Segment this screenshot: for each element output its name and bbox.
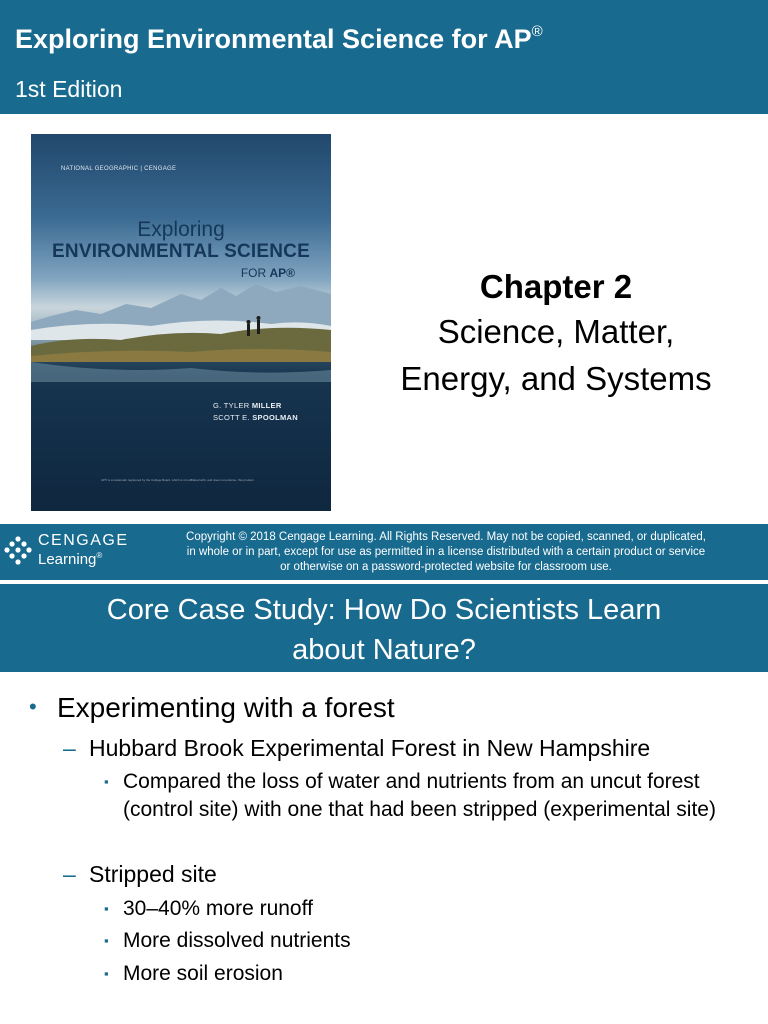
cover-publisher-logo: NATIONAL GEOGRAPHIC | CENGAGE [61, 166, 177, 172]
registered-mark: ® [531, 23, 543, 40]
book-title-text: Exploring Environmental Science for AP [15, 24, 532, 54]
bullet-level1 [29, 692, 395, 724]
bullet-text: Experimenting with a forest [57, 692, 395, 723]
bullet-text: Hubbard Brook Experimental Forest in New Hampshire [89, 735, 651, 761]
chapter-title-line2: Energy, and Systems [400, 360, 712, 397]
dash-marker: – [63, 861, 76, 887]
copyright-line: or otherwise on a password-protected website for classroom use. [280, 561, 612, 573]
learning-logo-wordmark [38, 551, 102, 568]
bullet-level3 [104, 895, 724, 923]
cover-title-exploring: Exploring [137, 218, 225, 241]
copyright-line: in whole or in part, except for use as permitted in a license distributed with a certain product or service [186, 546, 706, 558]
learning-text: Learning [38, 551, 97, 568]
cover-landscape-art [31, 134, 331, 511]
bullet-text: More dissolved nutrients [123, 929, 351, 952]
bullet-marker: • [29, 694, 37, 719]
square-marker: ▪ [104, 966, 109, 981]
book-cover-image [31, 134, 331, 511]
cengage-logo-wordmark: CENGAGE [38, 532, 129, 549]
author1-first: G. TYLER [213, 401, 252, 410]
cover-fine-print: AP® is a trademark registered by the College Board, which is not affiliated with, and does not endorse, this product. [101, 478, 255, 482]
bullet-level3 [104, 768, 724, 824]
cover-for-text: FOR [240, 266, 270, 280]
slide1-header [0, 0, 768, 114]
square-marker: ▪ [104, 901, 109, 916]
chapter-number: Chapter 2 [479, 268, 633, 305]
bullet-level3 [104, 960, 724, 988]
lake-reflection [31, 362, 331, 511]
cover-title-main: ENVIRONMENTAL SCIENCE [52, 241, 310, 262]
cover-author-1 [213, 401, 282, 410]
slide2-title [20, 590, 748, 670]
slide2-title-line1: Core Case Study: How Do Scientists Learn [106, 594, 662, 626]
bullet-level3 [104, 927, 724, 955]
bullet-text: Compared the loss of water and nutrients from an uncut forest (control site) with one that had been stripped (experimental site) [123, 770, 716, 821]
bullet-text: 30–40% more runoff [123, 897, 313, 920]
bullet-level2 [63, 735, 650, 762]
bullet-level2 [63, 861, 217, 888]
square-marker: ▪ [104, 774, 109, 789]
cover-ap-text: AP® [269, 266, 295, 280]
dash-marker: – [63, 735, 76, 761]
bullet-text: Stripped site [89, 861, 217, 887]
slide1-footer [0, 524, 768, 580]
edition-label: 1st Edition [15, 76, 123, 102]
copyright-line: Copyright © 2018 Cengage Learning. All Rights Reserved. May not be copied, scanned, or duplicated, [186, 531, 706, 543]
square-marker: ▪ [104, 933, 109, 948]
author2-first: SCOTT E. [213, 413, 253, 422]
copyright-notice [128, 530, 764, 575]
bullet-text: More soil erosion [123, 962, 283, 985]
cover-author-2 [213, 413, 298, 422]
logo-registered-mark: ® [96, 551, 103, 560]
chapter-title-line1: Science, Matter, [437, 313, 675, 350]
author1-last: MILLER [251, 401, 282, 410]
book-title [15, 24, 543, 55]
slide2-title-line2: about Nature? [292, 634, 476, 666]
author2-last: SPOOLMAN [252, 413, 298, 422]
slide2-header [0, 584, 768, 672]
cover-title-for-ap [241, 266, 295, 280]
cengage-logo-icon [4, 532, 34, 572]
